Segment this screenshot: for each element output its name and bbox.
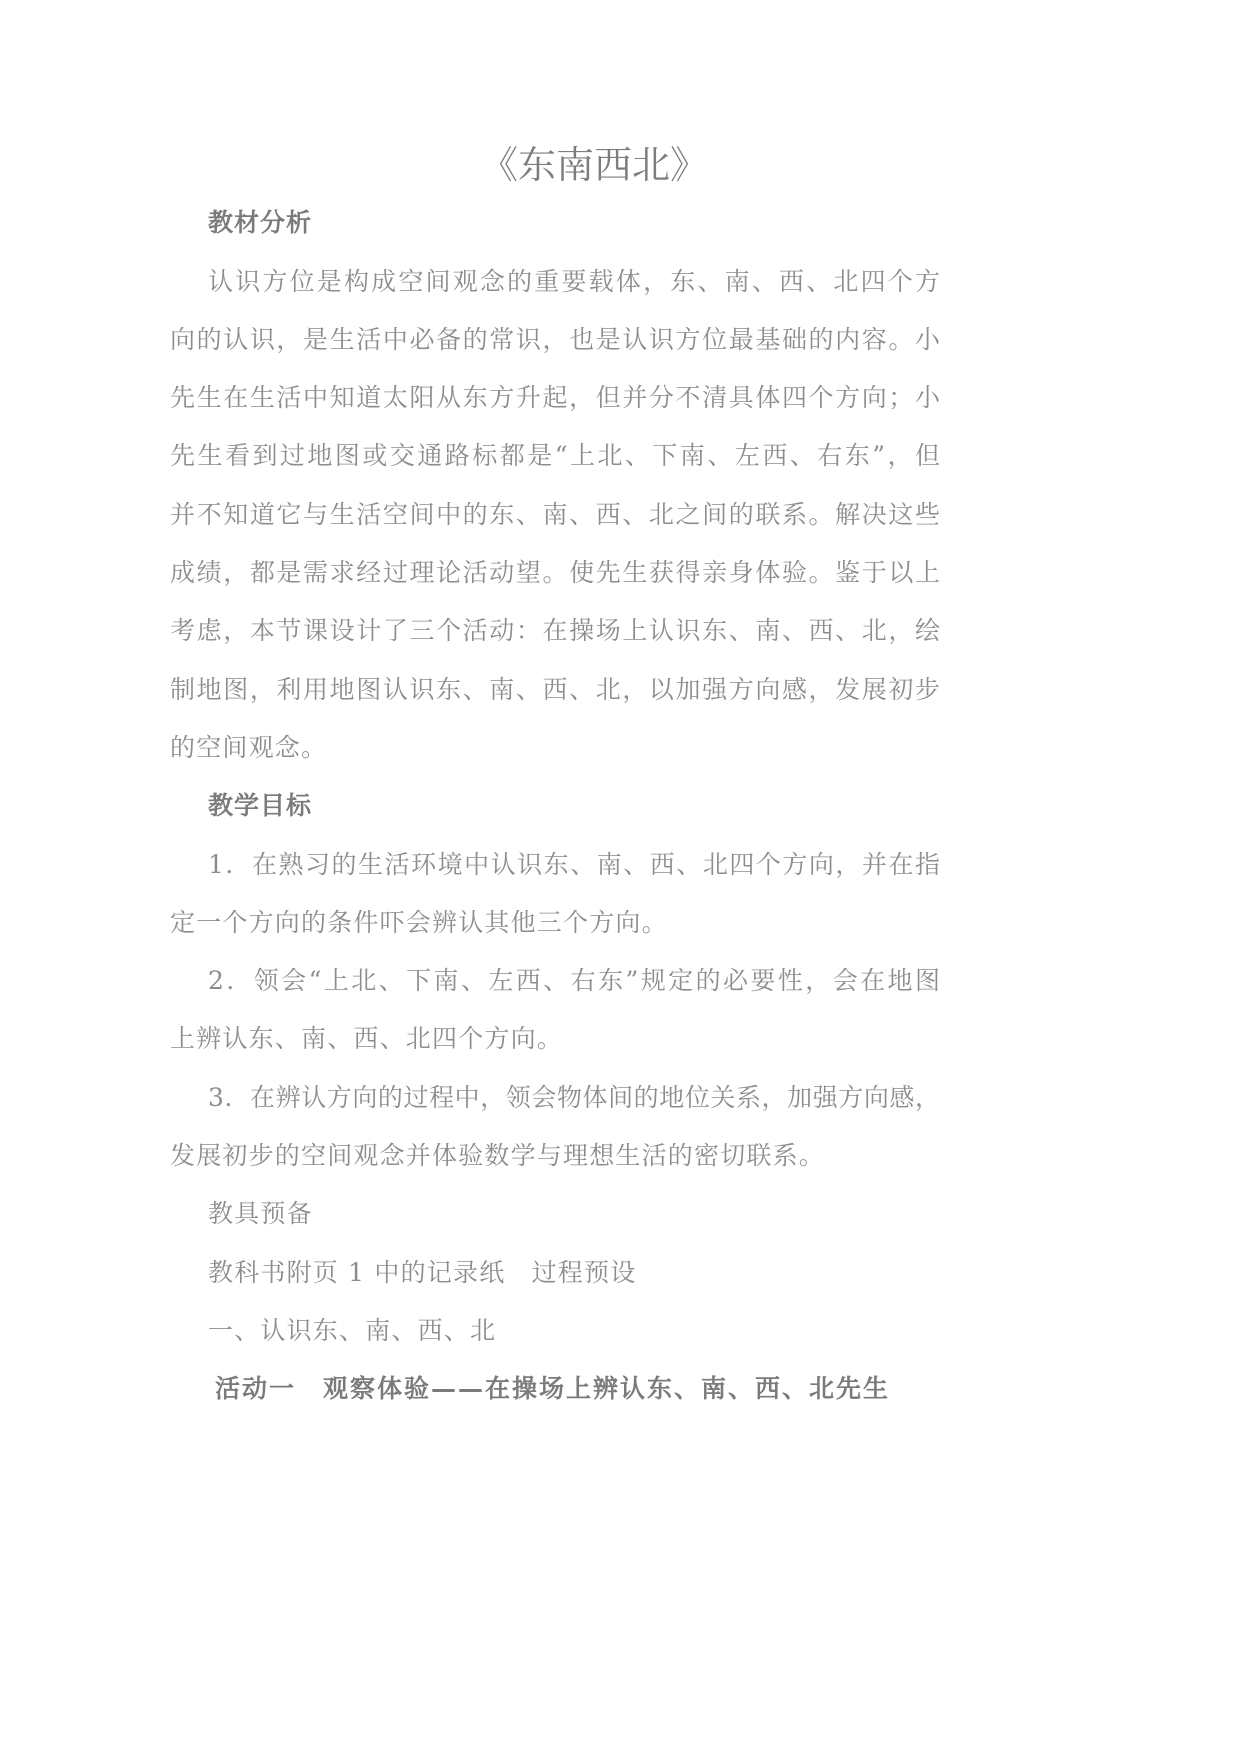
paragraph-line: 的空间观念。 bbox=[170, 732, 328, 762]
paragraph-line: 成绩，都是需求经过理论活动望。使先生获得亲身体验。鉴于以上 bbox=[170, 558, 940, 588]
paragraph-line: 先生看到过地图或交通路标都是“上北、下南、左西、右东”，但 bbox=[170, 441, 940, 471]
paragraph-line: 向的认识，是生活中必备的常识，也是认识方位最基础的内容。小 bbox=[170, 324, 940, 354]
paragraph-line: 认识方位是构成空间观念的重要载体，东、南、西、北四个方 bbox=[208, 266, 940, 296]
goal-item-1 bbox=[170, 836, 940, 953]
paragraph-line: 先生在生活中知道太阳从东方升起，但并分不清具体四个方向；小 bbox=[170, 383, 940, 413]
section-heading-prep: 教具预备 bbox=[208, 1199, 313, 1229]
step-one-heading: 一、认识东、南、西、北 bbox=[208, 1315, 497, 1345]
section-heading-goals: 教学目标 bbox=[208, 791, 313, 821]
prep-text: 教科书附页 1 中的记录纸 过程预设 bbox=[208, 1257, 637, 1287]
analysis-paragraph bbox=[170, 253, 940, 778]
paragraph-line: 制地图，利用地图认识东、南、西、北，以加强方向感，发展初步 bbox=[170, 674, 940, 704]
paragraph-line: 并不知道它与生活空间中的东、南、西、北之间的联系。解决这些 bbox=[170, 499, 940, 529]
paragraph-line: 考虑，本节课设计了三个活动：在操场上认识东、南、西、北，绘 bbox=[170, 616, 940, 646]
goal-line: 2．领会“上北、下南、左西、右东”规定的必要性，会在地图 bbox=[208, 966, 940, 996]
document-body bbox=[170, 136, 940, 1419]
goal-line: 1．在熟习的生活环境中认识东、南、西、北四个方向，并在指 bbox=[208, 849, 940, 879]
goal-item-3 bbox=[170, 1069, 940, 1186]
document-title: 《东南西北》 bbox=[479, 143, 708, 187]
goal-line: 上辨认东、南、西、北四个方向。 bbox=[170, 1024, 564, 1054]
section-heading-analysis: 教材分析 bbox=[208, 208, 313, 238]
goal-line: 定一个方向的条件吓会辨认其他三个方向。 bbox=[170, 907, 668, 937]
goal-item-2 bbox=[170, 952, 940, 1069]
goal-line: 发展初步的空间观念并体验数学与理想生活的密切联系。 bbox=[170, 1141, 826, 1171]
activity-one-heading: 活动一 观察体验——在操场上辨认东、南、西、北先生 bbox=[215, 1374, 891, 1404]
goal-line: 3．在辨认方向的过程中，领会物体间的地位关系，加强方向感， bbox=[208, 1082, 940, 1112]
